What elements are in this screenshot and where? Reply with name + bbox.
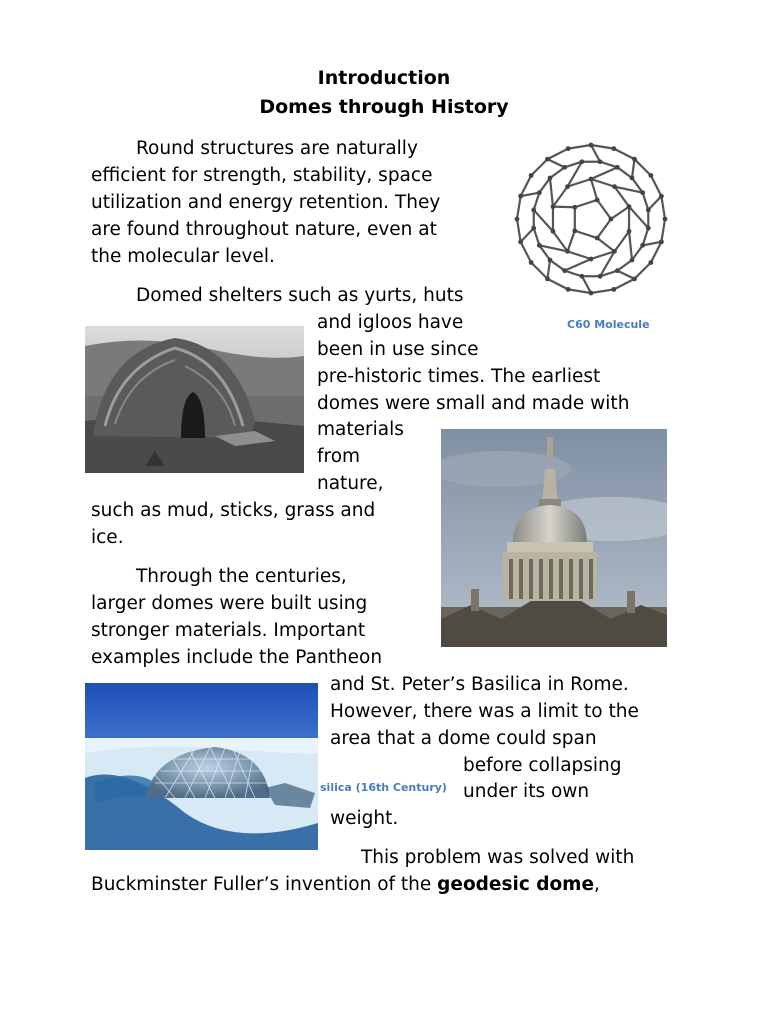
paragraph-3-line: and St. Peter’s Basilica in Rome.	[330, 674, 629, 695]
paragraph-4-line: This problem was solved with	[361, 847, 635, 868]
paragraph-2-line: and igloos have	[317, 312, 464, 333]
paragraph-2-line: Domed shelters such as yurts, huts	[136, 285, 464, 306]
paragraph-4-text: Buckminster Fuller’s invention of the	[91, 874, 438, 895]
paragraph-1-line: efficient for strength, stability, space	[91, 165, 433, 186]
paragraph-1-line: the molecular level.	[91, 246, 275, 267]
paragraph-3-line: However, there was a limit to the	[330, 701, 639, 722]
paragraph-3-line: examples include the Pantheon	[91, 647, 383, 668]
paragraph-3-line: weight.	[330, 808, 399, 829]
page-title: Introduction	[317, 67, 451, 89]
paragraph-2-line: from	[317, 446, 361, 467]
paragraph-1-line: are found throughout nature, even at	[91, 219, 437, 240]
paragraph-2-line: been in use since	[317, 339, 479, 360]
paragraph-3-line: under its own	[463, 781, 590, 802]
paragraph-2-line: such as mud, sticks, grass and	[91, 500, 376, 521]
paragraph-4-line	[91, 874, 600, 896]
basilica-caption: silica (16th Century)	[320, 781, 447, 794]
geodesic-dome-photo	[85, 683, 318, 850]
c60-molecule-icon	[512, 140, 670, 298]
paragraph-4-punct: ,	[594, 874, 600, 895]
paragraph-3-line: area that a dome could span	[330, 728, 597, 749]
hut-photo	[85, 326, 304, 473]
page-subtitle: Domes through History	[259, 96, 509, 118]
cathedral-photo	[441, 429, 667, 647]
paragraph-1-line: utilization and energy retention. They	[91, 192, 441, 213]
c60-caption: C60 Molecule	[567, 318, 650, 331]
geodesic-dome-term: geodesic dome	[437, 874, 594, 895]
paragraph-3-line: larger domes were built using	[91, 593, 368, 614]
paragraph-2-line: domes were small and made with	[317, 393, 630, 414]
paragraph-3-line: stronger materials. Important	[91, 620, 366, 641]
paragraph-1-line: Round structures are naturally	[136, 138, 418, 159]
c60-molecule-figure	[512, 140, 670, 298]
paragraph-2-line: ice.	[91, 527, 124, 548]
paragraph-2-line: materials	[317, 419, 404, 440]
paragraph-2-line: nature,	[317, 473, 384, 494]
paragraph-2-line: pre-historic times. The earliest	[317, 366, 601, 387]
paragraph-3-line: Through the centuries,	[136, 566, 347, 587]
paragraph-3-line: before collapsing	[463, 755, 622, 776]
